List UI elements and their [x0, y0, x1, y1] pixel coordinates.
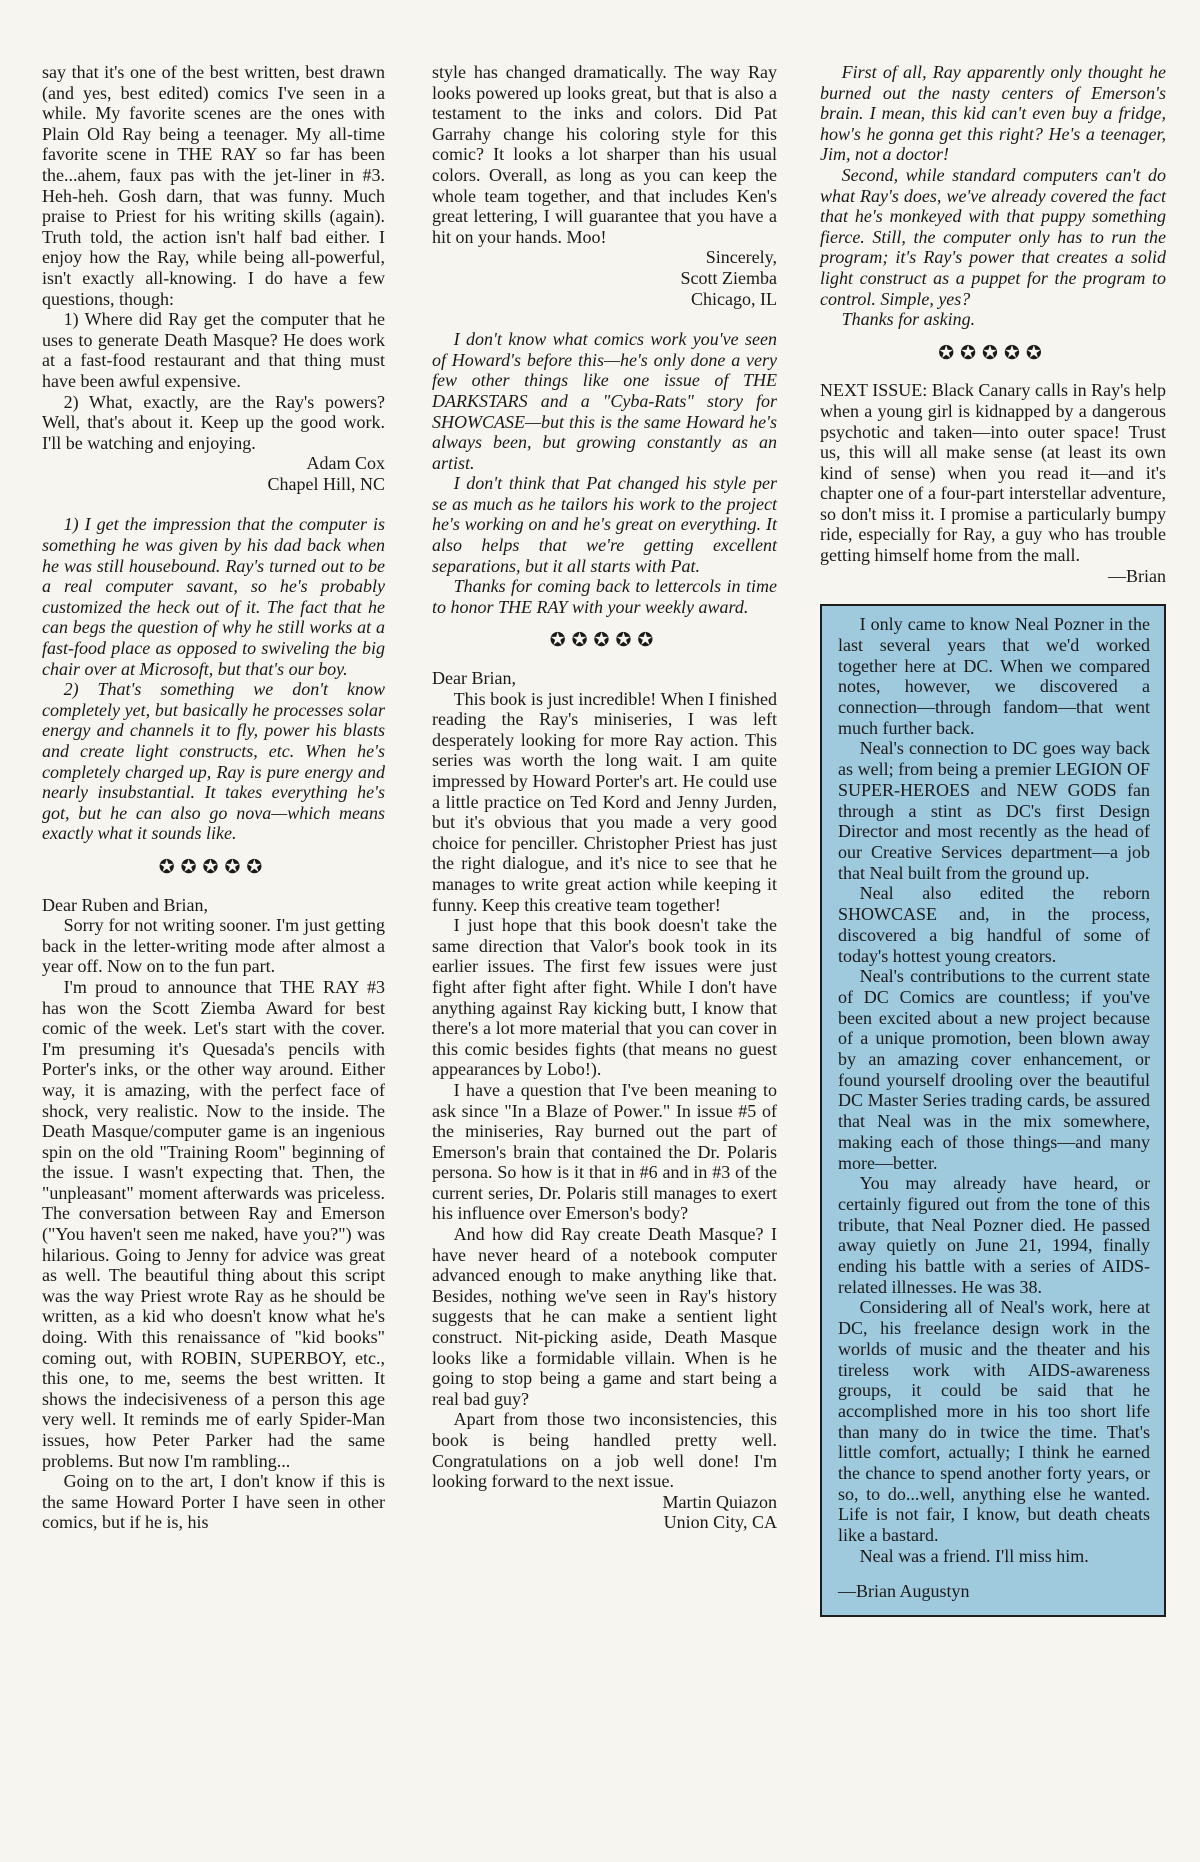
tribute-paragraph: Neal also edited the reborn SHOWCASE and, in the process, discovered a big handful of some of today's hottest young creators.: [838, 883, 1150, 966]
signature-place: Union City, CA: [663, 1512, 777, 1533]
editor-reply: [42, 514, 385, 844]
signature-name: —Brian: [1108, 565, 1166, 586]
reply-paragraph: First of all, Ray apparently only thought he burned out the nasty centers of Emerson's brain. I mean, this kid can't even buy a fridge, how's he gonna get this right? He's a teenager, Jim, not a doctor!: [820, 62, 1166, 165]
separator-stars: ✪✪✪✪✪: [549, 630, 660, 652]
letter-paragraph: I just hope that this book doesn't take the same direction that Valor's book took in its earlier issues. The first few issues were just fight after fight after fight. While I don't have anything against Ray kicking butt, I know that there's a lot more material that you can cover in this comic besides fights (that means no guest appearances by Lobo!).: [432, 915, 777, 1080]
tribute-paragraph: You may already have heard, or certainly figured out from the tone of this tribute, that Neal Pozner died. He passed away quietly on June 21, 1994, finally ending his battle with a series of AIDS-related illnesses. He was 38.: [838, 1173, 1150, 1297]
letter-paragraph: Sorry for not writing sooner. I'm just getting back in the letter-writing mode after almost a year off. Now on to the fun part.: [42, 915, 385, 977]
letter-paragraph: I have a question that I've been meaning to ask since "In a Blaze of Power." In issue #5 of the miniseries, Ray burned out the part of Emerson's brain that contained the Dr. Polaris persona. So how is it that in #6 and in #3 of the current series, Dr. Polaris still manages to exert his influence over Emerson's body?: [432, 1079, 777, 1224]
letter-salutation: Dear Ruben and Brian,: [42, 894, 208, 915]
signature-closing: Sincerely,: [705, 247, 777, 268]
reply-paragraph: 1) I get the impression that the computer is something he was given by his dad back when he was still housebound. Ray's turned out to be a real computer savant, so he's probably customized the heck out of it. The fact that he can begs the question of why he still works at a fast-food place as opposed to swiveling the big chair over at Microsoft, but that's our boy.: [42, 514, 385, 679]
letter-paragraph: Going on to the art, I don't know if this is the same Howard Porter I have seen in other comics, but if he is, his: [42, 1471, 385, 1533]
next-issue-label: NEXT ISSUE:: [820, 380, 928, 401]
separator-stars: ✪✪✪✪✪: [158, 856, 269, 878]
letter-paragraph: 2) What, exactly, are the Ray's powers? Well, that's about it. Keep up the good work. I'll be watching and enjoying.: [42, 391, 385, 453]
letter-paragraph: Apart from those two inconsistencies, this book is being handled pretty well. Congratulations on a job well done! I'm looking forward to the next issue.: [432, 1409, 777, 1492]
tribute-signature: —Brian Augustyn: [838, 1580, 970, 1601]
letter-paragraph: say that it's one of the best written, best drawn (and yes, best edited) comics I've seen in a while. My favorite scenes are the ones with Plain Old Ray being a teenager. My all-time favorite scene in THE RAY so far has been the...ahem, faux pas with the jet-liner in #3. Heh-heh. Gosh darn, that was funny. Much praise to Priest for his writing skills (again). Truth told, the action isn't half bad either. I enjoy how the Ray, while being all-powerful, isn't exactly all-knowing. I do have a few questions, though:: [42, 62, 385, 309]
reply-paragraph: Thanks for coming back to lettercols in time to honor THE RAY with your weekly award.: [432, 576, 777, 617]
signature-place: Chicago, IL: [691, 288, 777, 309]
column-3: [820, 62, 1166, 1617]
tribute-paragraph: Neal was a friend. I'll miss him.: [859, 1545, 1089, 1566]
reply-paragraph: Thanks for asking.: [841, 309, 976, 330]
letter-paragraph: 1) Where did Ray get the computer that he uses to generate Death Masque? He does work at a fast-food restaurant and that thing must have been awful expensive.: [42, 309, 385, 391]
tribute-paragraph: Neal's connection to DC goes way back as well; from being a premier LEGION OF SUPER-HEROES and NEW GODS fan through a stint as DC's first Design Director and most recently as the head of our Creative Services department—a job that Neal built from the ground up.: [838, 738, 1150, 883]
column-2: [432, 62, 777, 1533]
reply-paragraph: Second, while standard computers can't do what Ray's does, we've already covered the fact that he's monkeyed with that puppy something fierce. Still, the computer only has to run the program; it's Ray's power that creates a solid light construct as a puppet for the program to control. Simple, yes?: [820, 164, 1166, 309]
separator-stars: ✪✪✪✪✪: [938, 342, 1048, 364]
next-issue-blurb: [820, 380, 1166, 565]
signature-name: Adam Cox: [306, 453, 385, 474]
signature-name: Martin Quiazon: [662, 1491, 777, 1512]
reply-paragraph: I don't think that Pat changed his style per se as much as he tailors his work to the project he's working on and he's great on everything. It also helps that we're getting excellent separations, but it all starts with Pat.: [432, 473, 777, 576]
editor-reply: [432, 329, 777, 617]
tribute-paragraph: Neal's contributions to the current state of DC Comics are countless; if you've been excited about a new project because of a unique promotion, been blown away by an amazing cover enhancement, or found yourself drooling over the beautiful DC Master Series trading cards, be assured that Neal was in the mix somewhere, making each of those things—and many more—better.: [838, 966, 1150, 1173]
next-issue-text: Black Canary calls in Ray's help when a young girl is kidnapped by a dangerous psychotic and taken—into outer space! Trust us, this will all make sense (at least its own kind of sense) when you read it—and it's chapter one of a four-part interstellar adventure, so don't miss it. I promise a particularly bumpy ride, especially for Ray, a guy who has trouble getting himself home from the mall.: [820, 380, 1166, 566]
letter-salutation: Dear Brian,: [432, 668, 516, 689]
letter-paragraph: I'm proud to announce that THE RAY #3 has won the Scott Ziemba Award for best comic of the week. Let's start with the cover. I'm presuming it's Quesada's pencils with Porter's inks, or the other way around. Either way, it is amazing, with the perfect face of shock, very realistic. Now to the inside. The Death Masque/computer game is an ingenious spin on the old "Training Room" beginning of the issue. I wasn't expecting that. Then, the "unpleasant" moment afterwards was priceless. The conversation between Ray and Emerson ("You haven't seen me naked, have you?") was hilarious. Going to Jenny for advice was great as well. The beautiful thing about this script was the way Priest wrote Ray as he should be written, as a kid who doesn't know what he's doing. With this renaissance of "kid books" coming out, with ROBIN, SUPERBOY, etc., this one, to me, seems the best written. It shows the indecisiveness of a person this age very well. It reminds me of early Spider-Man issues, how Peter Parker had the same problems. But now I'm rambling...: [42, 976, 385, 1471]
letter-paragraph: This book is just incredible! When I finished reading the Ray's miniseries, I was left desperately looking for more Ray action. This series was worth the long wait. I am quite impressed by Howard Porter's art. He could use a little practice on Ted Kord and Jenny Jurden, but it's obvious that you made a very good choice for penciller. Christopher Priest has just the right dialogue, and it's nice to see that he manages to write great action while keeping it funny. Keep this creative team together!: [432, 688, 777, 915]
editor-reply: [820, 62, 1166, 330]
reply-paragraph: 2) That's something we don't know completely yet, but basically he processes solar energy and channels it to fly, power his blasts and create light constructs, etc. When he's completely charged up, Ray is pure energy and nearly insubstantial. It takes everything he's got, but he can also go nova—which means exactly what it sounds like.: [42, 679, 385, 844]
letter-paragraph: And how did Ray create Death Masque? I have never heard of a notebook computer advanced enough to make anything like that. Besides, nothing we've seen in Ray's history suggests that he can make a sentient light construct. Nit-picking aside, Death Masque looks like a formidable villain. When is he going to stop being a game and start being a real bad guy?: [432, 1224, 777, 1409]
reply-paragraph: I don't know what comics work you've seen of Howard's before this—he's only done a very few other things like one issue of THE DARKSTARS and a "Cyba-Rats" story for SHOWCASE—but this is the same Howard he's always been, but growing constantly as an artist.: [432, 329, 777, 473]
tribute-paragraph: I only came to know Neal Pozner in the last several years that we'd worked together here at DC. When we compared notes, however, we discovered a connection—through fandom—that went much further back.: [838, 614, 1150, 738]
column-1: [42, 62, 385, 1533]
tribute-box: [820, 604, 1166, 1617]
signature-place: Chapel Hill, NC: [267, 473, 385, 494]
signature-name: Scott Ziemba: [680, 267, 777, 288]
letter-paragraph: style has changed dramatically. The way Ray looks powered up looks great, but that is also a testament to the inks and colors. Did Pat Garrahy change his coloring style for this comic? It looks a lot sharper than his usual colors. Overall, as long as you can keep the whole team together, and that includes Ken's great lettering, I will guarantee that you have a hit on your hands. Moo!: [432, 62, 777, 247]
tribute-paragraph: Considering all of Neal's work, here at DC, his freelance design work in the worlds of music and the theater and his tireless work with AIDS-awareness groups, it could be said that he accomplished more in his too short life than many do in twice the time. That's little comfort, actually; I think he earned the chance to spend another forty years, or so, to do...well, anything else he wanted. Life is not fair, I know, but death cheats like a bastard.: [838, 1297, 1150, 1546]
